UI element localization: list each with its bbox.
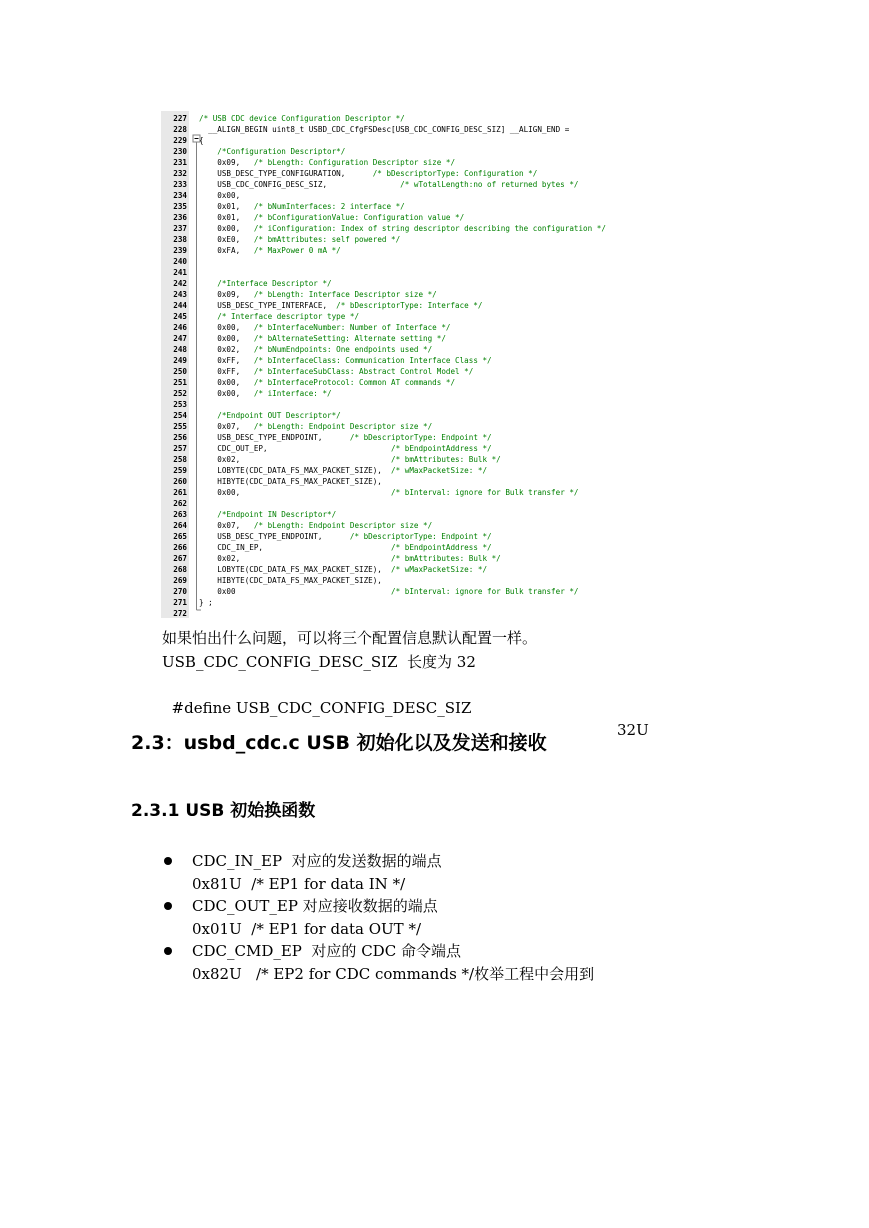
code-comment: /* bNumEndpoints: One endpoints used */ [253,345,433,354]
code-line [199,289,437,300]
code-line [199,509,336,520]
line-number: 258 [173,455,187,464]
line-number: 233 [173,180,187,189]
code-line [199,300,482,311]
code-line [199,586,578,597]
code-comment: /*Endpoint IN Descriptor*/ [217,510,337,519]
code-comment: /* bInterval: ignore for Bulk transfer */ [391,488,579,497]
define-statement: #define USB_CDC_CONFIG_DESC_SIZ [171,699,472,717]
line-number: 239 [173,246,187,255]
line-number: 236 [173,213,187,222]
line-number: 245 [173,312,187,321]
code-line [199,487,578,498]
code-text: 0xFF, [199,367,254,376]
code-comment: /* MaxPower 0 mA */ [253,246,341,255]
code-text: 0xE0, [199,235,254,244]
code-comment: /* bmAttributes: Bulk */ [391,455,501,464]
line-number: 243 [173,290,187,299]
code-text: 0x07, [199,422,254,431]
line-number: 244 [173,301,187,310]
line-number: 268 [173,565,187,574]
code-line [199,212,464,223]
line-number: 260 [173,477,187,486]
code-comment: /* bmAttributes: self powered */ [253,235,401,244]
code-text: 0x00, [199,323,254,332]
code-line [199,531,492,542]
code-line [199,520,432,531]
code-line [199,179,578,190]
code-text: HIBYTE(CDC_DATA_FS_MAX_PACKET_SIZE), [199,477,382,486]
define-value: 32U [617,721,649,739]
line-number: 229 [173,136,187,145]
line-number: 262 [173,499,187,508]
code-line [199,113,405,124]
code-line [199,311,359,322]
line-number: 271 [173,598,187,607]
line-number: 261 [173,488,187,497]
code-comment: /* iConfiguration: Index of string descriptor describing the configuration */ [253,224,606,233]
list-item-detail: 0x01U /* EP1 for data OUT */ [192,920,422,938]
code-text [199,147,217,156]
code-line [199,344,432,355]
code-text: CDC_OUT_EP, [199,444,392,453]
code-comment: /* wTotalLength:no of returned bytes */ [400,180,579,189]
code-line [199,553,501,564]
code-comment: /* bNumInterfaces: 2 interface */ [253,202,405,211]
line-number: 270 [173,587,187,596]
code-line [199,190,240,201]
code-text [199,312,217,321]
code-comment: /*Endpoint OUT Descriptor*/ [217,411,341,420]
code-line [199,245,341,256]
code-line [199,432,492,443]
code-comment: /*Interface Descriptor */ [217,279,332,288]
code-line [199,465,487,476]
code-comment: /* iInterface: */ [253,389,332,398]
list-item-title: CDC_OUT_EP 对应接收数据的端点 [192,897,438,915]
code-text: 0x00, [199,378,254,387]
code-line [199,135,204,146]
line-number: 232 [173,169,187,178]
code-line [199,322,450,333]
line-number: 259 [173,466,187,475]
line-number: 251 [173,378,187,387]
line-number: 266 [173,543,187,552]
code-text: LOBYTE(CDC_DATA_FS_MAX_PACKET_SIZE), [199,466,392,475]
code-text [199,510,217,519]
list-item-title: CDC_IN_EP 对应的发送数据的端点 [192,852,442,870]
code-comment: /* wMaxPacketSize: */ [391,466,488,475]
code-line [199,201,405,212]
code-comment: /* bLength: Interface Descriptor size */ [253,290,437,299]
code-comment: /* bDescriptorType: Endpoint */ [349,532,492,541]
code-comment: /* bInterfaceProtocol: Common AT commands */ [253,378,456,387]
code-line [199,124,569,135]
line-number: 238 [173,235,187,244]
line-number: 235 [173,202,187,211]
heading-section-2-3-1: 2.3.1 USB 初始换函数 [131,801,316,821]
code-comment: /* bInterval: ignore for Bulk transfer */ [391,587,579,596]
line-number: 267 [173,554,187,563]
code-text: 0x07, [199,521,254,530]
line-number: 269 [173,576,187,585]
code-comment: /* bEndpointAddress */ [391,543,492,552]
heading-section-2-3: 2.3：usbd_cdc.c USB 初始化以及发送和接收 [131,732,547,754]
code-text [199,411,217,420]
code-text: 0x01, [199,202,254,211]
code-line [199,333,446,344]
code-comment: /* bLength: Configuration Descriptor size */ [253,158,456,167]
code-comment: /* bDescriptorType: Configuration */ [372,169,538,178]
line-number: 256 [173,433,187,442]
code-line [199,278,332,289]
code-line [199,366,473,377]
line-number: 246 [173,323,187,332]
code-text: CDC_IN_EP, [199,543,392,552]
line-number: 272 [173,609,187,618]
code-text: 0x02, [199,554,392,563]
code-line [199,388,332,399]
list-item-detail: 0x82U /* EP2 for CDC commands */枚举工程中会用到 [192,965,595,983]
code-text: 0x02, [199,455,392,464]
line-number: 230 [173,147,187,156]
code-text: 0x00 [199,587,392,596]
code-line [199,355,492,366]
code-line [199,443,492,454]
code-line [199,146,345,157]
code-comment: /* wMaxPacketSize: */ [391,565,488,574]
code-comment: /* bLength: Endpoint Descriptor size */ [253,521,433,530]
code-comment: /*Configuration Descriptor*/ [217,147,346,156]
code-comment: /* bInterfaceClass: Communication Interface Class */ [253,356,492,365]
code-text: 0x01, [199,213,254,222]
line-number: 249 [173,356,187,365]
paragraph-desc-size: USB_CDC_CONFIG_DESC_SIZ 长度为 32 [162,653,476,671]
code-text: 0x00, [199,488,392,497]
paragraph-default-config: 如果怕出什么问题，可以将三个配置信息默认配置一样。 [162,629,538,647]
code-text: 0x02, [199,345,254,354]
code-text: __ALIGN_BEGIN uint8_t USBD_CDC_CfgFSDesc[USB_CDC_CONFIG_DESC_SIZ] __ALIGN_END = [199,125,570,134]
code-text: } ; [199,598,213,607]
code-text [199,279,217,288]
code-text: HIBYTE(CDC_DATA_FS_MAX_PACKET_SIZE), [199,576,382,585]
line-number: 252 [173,389,187,398]
line-number: 247 [173,334,187,343]
code-text: 0x09, [199,158,254,167]
code-text: 0x00, [199,389,254,398]
bullet-dot [164,902,172,910]
line-number: 228 [173,125,187,134]
code-comment: /* bInterfaceSubClass: Abstract Control Model */ [253,367,474,376]
code-text: USB_CDC_CONFIG_DESC_SIZ, [199,180,401,189]
code-line [199,234,400,245]
code-line [199,575,382,586]
code-comment: /* bLength: Endpoint Descriptor size */ [253,422,433,431]
code-comment: /* Interface descriptor type */ [217,312,360,321]
bullet-dot [164,857,172,865]
line-number: 254 [173,411,187,420]
code-text: LOBYTE(CDC_DATA_FS_MAX_PACKET_SIZE), [199,565,392,574]
line-number: 257 [173,444,187,453]
code-text: 0xFA, [199,246,254,255]
code-comment: /* USB CDC device Configuration Descriptor */ [199,114,405,123]
line-number: 264 [173,521,187,530]
code-line [199,564,487,575]
list-item-detail: 0x81U /* EP1 for data IN */ [192,875,406,893]
code-screenshot [161,111,683,618]
line-number: 242 [173,279,187,288]
line-number: 265 [173,532,187,541]
code-line [199,421,432,432]
line-number: 240 [173,257,187,266]
code-comment: /* bmAttributes: Bulk */ [391,554,501,563]
code-line [199,597,213,608]
line-number: 237 [173,224,187,233]
code-line [199,454,501,465]
line-number: 248 [173,345,187,354]
code-line [199,410,341,421]
code-line [199,223,606,234]
line-number: 263 [173,510,187,519]
code-line [199,157,455,168]
code-line [199,542,492,553]
code-line [199,377,455,388]
line-number: 231 [173,158,187,167]
code-text: USB_DESC_TYPE_ENDPOINT, [199,532,350,541]
line-number: 255 [173,422,187,431]
list-item-title: CDC_CMD_EP 对应的 CDC 命令端点 [192,942,461,960]
line-number: 253 [173,400,187,409]
code-text: { [199,136,204,145]
bullet-dot [164,947,172,955]
code-comment: /* bDescriptorType: Interface */ [336,301,483,310]
code-comment: /* bEndpointAddress */ [391,444,492,453]
code-line [199,476,382,487]
line-number: 227 [173,114,187,123]
code-comment: /* bAlternateSetting: Alternate setting */ [253,334,446,343]
code-text: 0x00, [199,224,254,233]
line-number: 241 [173,268,187,277]
code-comment: /* bConfigurationValue: Configuration value */ [253,213,465,222]
code-text: USB_DESC_TYPE_ENDPOINT, [199,433,350,442]
code-text: 0x00, [199,334,254,343]
code-text: USB_DESC_TYPE_CONFIGURATION, [199,169,373,178]
line-number: 234 [173,191,187,200]
code-text: 0x00, [199,191,241,200]
code-comment: /* bInterfaceNumber: Number of Interface */ [253,323,451,332]
code-text: USB_DESC_TYPE_INTERFACE, [199,301,337,310]
code-text: 0xFF, [199,356,254,365]
code-comment: /* bDescriptorType: Endpoint */ [349,433,492,442]
code-line [199,168,537,179]
line-number: 250 [173,367,187,376]
code-text: 0x09, [199,290,254,299]
